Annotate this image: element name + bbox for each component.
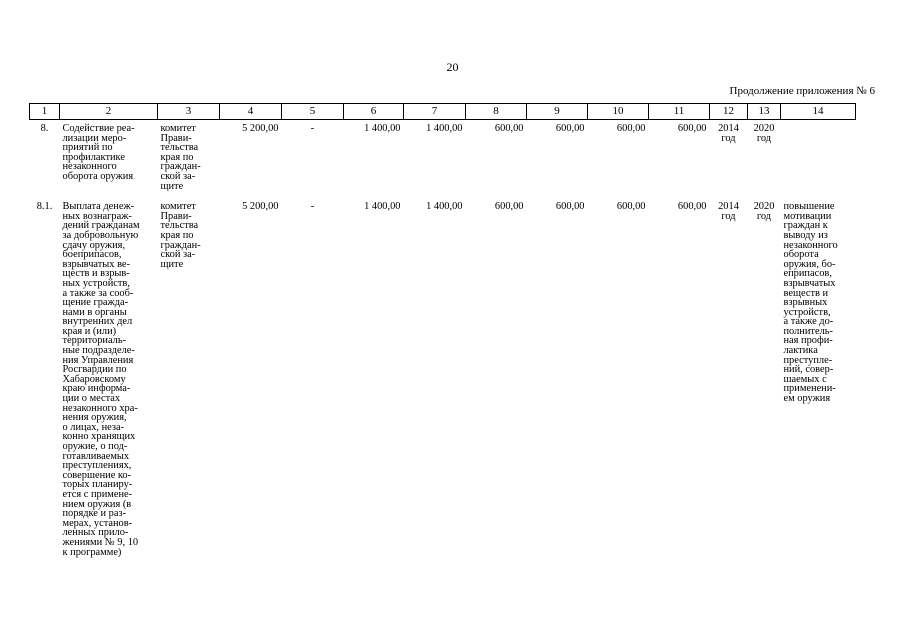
page-number: 20 xyxy=(446,60,459,74)
start-year: 2014 год xyxy=(718,201,739,222)
column-header: 1 xyxy=(30,104,60,120)
funding-col-9: 600,00 xyxy=(555,201,585,213)
expected-result xyxy=(781,120,856,193)
column-number-row xyxy=(30,104,856,120)
column-header: 9 xyxy=(527,104,588,120)
funding-col-7: 1 400,00 xyxy=(426,201,463,213)
expected-result: повышение мотивации граждан к выводу из незаконного оборота оружия, бо- еприпасов, взрывчатых веществ и взрывных устройств, а также до- полнитель- ная профи- лактика преступле- ний, совер- шаемых с применени- ем оружия xyxy=(783,201,838,405)
funding-col-5: - xyxy=(310,201,315,213)
funding-col-8: 600,00 xyxy=(494,123,524,134)
column-header: 14 xyxy=(781,104,856,120)
program-table xyxy=(29,103,856,558)
column-header: 13 xyxy=(748,104,781,120)
funding-col-7: 1 400,00 xyxy=(426,123,463,134)
start-year: 2014 год xyxy=(718,123,739,144)
funding-total: 5 200,00 xyxy=(242,123,279,134)
end-year: 2020 год xyxy=(753,123,775,144)
column-header: 7 xyxy=(404,104,466,120)
funding-col-6: 1 400,00 xyxy=(364,123,401,134)
end-year: 2020 год xyxy=(753,201,775,222)
activity-name: Содействие реа- лизации меро- приятий по профилактике незаконного оборота оружия xyxy=(62,123,135,182)
column-header: 6 xyxy=(344,104,404,120)
activity-name: Выплата денеж- ных вознаграж- дений гражданам за добровольную сдачу оружия, боеприпасов, взрывчатых ве- ществ и взрыв- ных устройств, а также за сооб- щение гражда- нами в органы внутренних дел края и (или) территориаль- ные подразделе- ния Управления Росгвардии по Хабаровскому краю информа- ции о местах незаконного хра- нения оружия, о лицах, неза- конно хранящих оружие, о под- готавливаемых преступлениях, совершение ко- торых планиру- ется с примене- нием оружия (в порядке и раз- мерах, установ- ленных прило- жениями № 9, 10 к программе) xyxy=(62,201,140,558)
table-row xyxy=(30,120,856,193)
funding-col-10: 600,00 xyxy=(616,123,646,134)
column-header: 4 xyxy=(220,104,282,120)
funding-col-11: 600,00 xyxy=(677,201,707,213)
funding-col-6: 1 400,00 xyxy=(364,201,401,213)
executor: комитет Прави- тельства края по граждан- ской за- щите xyxy=(160,123,201,192)
column-header: 11 xyxy=(649,104,710,120)
continuation-label: Продолжение приложения № 6 xyxy=(729,85,875,97)
column-header: 10 xyxy=(588,104,649,120)
column-header: 12 xyxy=(710,104,748,120)
funding-col-11: 600,00 xyxy=(677,123,707,134)
funding-total: 5 200,00 xyxy=(242,201,279,213)
executor: комитет Прави- тельства края по граждан- ской за- щите xyxy=(160,201,201,270)
column-header: 5 xyxy=(282,104,344,120)
funding-col-9: 600,00 xyxy=(555,123,585,134)
column-header: 2 xyxy=(60,104,158,120)
column-header: 8 xyxy=(466,104,527,120)
funding-col-10: 600,00 xyxy=(616,201,646,213)
item-number: 8. xyxy=(40,123,49,134)
item-number: 8.1. xyxy=(36,201,53,213)
column-header: 3 xyxy=(158,104,220,120)
funding-col-8: 600,00 xyxy=(494,201,524,213)
funding-col-5: - xyxy=(310,123,315,134)
table-row xyxy=(30,198,856,558)
